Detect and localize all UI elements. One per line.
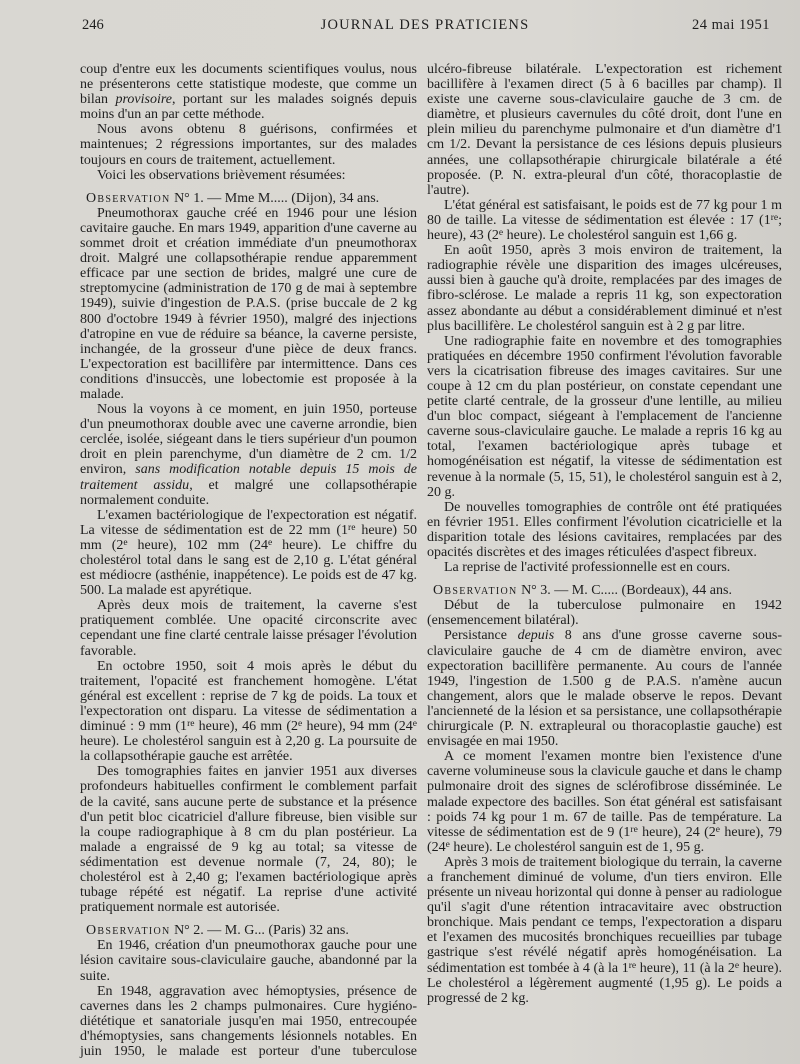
superscript: re [770,212,779,223]
text-run: heure). Le cholestérol sanguin est de 1, 95 g. [449,839,705,855]
paragraph [80,206,417,402]
text-run: En août 1950, après 3 mois environ de traitement, la radiographie révèle une disparition des images ulcéreuses, aussi bien à gauche qu'à droite, remplacées par des images de fibro-sclérose. Le malade a repris 11 kg, son expectoration assez abondante au début a considérablement diminué et n'est plus bacillifère. Le cholestérol sanguin est à 2 g par litre. [427,243,782,334]
superscript: re [187,719,195,730]
superscript: e [715,824,721,835]
paragraph [80,659,417,765]
text-run: heure), 24 (2 [637,824,716,840]
paragraph [427,243,782,334]
paragraph [427,62,782,198]
text-run: Après deux mois de traitement, la caverne s'est pratiquement comblée. Une opacité circonscrite avec cependant une fine clarté centrale laisse présager l'évolution favorable. [80,598,417,659]
text-run: ulcéro-fibreuse bilatérale. L'expectoration est richement bacillifère à l'examen direct (5 à 6 bacilles par champ). Il existe une caverne sous-claviculaire gauche de 3 cm. de diamètre, et plusieurs cavernules du côté droit, dont l'une en plein milieu du parenchyme pulmonaire et d'un diamètre d'1 cm 1/2. Devant la persistance de ces lésions depuis plusieurs années, une collapsothérapie chirurgicale bilatérale a été proposée. (P. N. extra-pleural d'un côté, thoracoplastie de l'autre). [427,62,782,198]
superscript: e [734,960,740,971]
superscript: e [498,228,504,239]
superscript: e [123,537,128,548]
text-run: 8 ans d'une grosse caverne sous-claviculaire gauche de 4 cm de diamètre environ, avec expectoration bacillifère permanente. Au cours de l'année 1949, l'ingestion de 1.500 g de P.A.S. n'amène aucun changement, alors que le malade observe le repos. Devant l'ancienneté de la lésion et sa persistance, une collapsothérapie chirurgicale (P. N. extrapleural ou thoracoplastie gauche) est envisagée en mai 1950. [427,628,783,750]
superscript: e [445,839,450,850]
text-run: De nouvelles tomographies de contrôle ont été pratiquées en février 1951. Elles confirment l'évolution cicatricielle et la disparition totale des lésions cavitaires, remplacées par des opacités discrètes et des images réticulées d'aspect fibreux. [427,499,782,560]
right-column [427,62,782,1006]
text-run: heure). Le cholestérol a légèrement augmenté (1,95 g). Le poids a progressé de 2 kg. [427,960,782,1006]
text-run: Début de la tuberculose pulmonaire en 1942 (ensemencement bilatéral). [427,598,782,629]
text-run: La reprise de l'activité professionnelle est en cours. [444,560,731,576]
paragraph [427,855,782,1006]
text-run: L'état général est satisfaisant, le poids est de 77 kg pour 1 m 80 de taille. La vitesse de sédimentation est élevée : 17 (1 [427,197,782,228]
paragraph [80,168,417,183]
superscript: e [268,537,273,548]
superscript: re [630,824,638,835]
text-run: heure). Le cholestérol sanguin est 1,66 g. [503,228,738,244]
text-run: heure). Le cholestérol sanguin est à 2,20 g. La poursuite de la collapsothérapie gauche est arrêtée. [80,734,417,765]
italic-text: provisoire [115,92,172,108]
italic-text: sans modification notable depuis 15 mois de traitement assidu [80,462,417,493]
superscript: e [412,719,417,730]
paragraph [427,598,782,628]
text-run: heure), 11 (à la 2 [636,960,735,976]
text-run: Persistance [444,628,518,644]
text-run: heure), 102 mm (24 [127,537,268,553]
small-caps-label: Observation [86,923,171,939]
page-number: 246 [82,17,104,33]
text-run: En 1946, création d'un pneumothorax gauche pour une lésion cavitaire sous-claviculaire gauche, abandonné par la suite. [80,938,417,984]
text-run: Pneumothorax gauche créé en 1946 pour une lésion cavitaire gauche. En mars 1949, apparition d'une caverne au sommet droit et création immédiate d'un pneumothorax droit. Malgré une collapsothérapie rendue apparemment efficace par une section de brides, malgré une cure de streptomycine (administration de 170 g de mai à septembre 1949), suivie d'ingestion de P.A.S. (prise buccale de 2 kg 800 d'octobre 1949 à février 1950), malgré des injections d'atropine en vue de réduire sa béance, la caverne persiste, inchangée, de la grosseur d'une pièce de deux francs. L'expectoration est bacillifère par intermittence. Dans ces conditions d'insuccès, une lobectomie est proposée à la malade. [80,205,417,402]
paragraph [427,749,782,855]
small-caps-label: Observation [433,583,518,599]
text-run: , portant sur les malades soignés depuis moins d'un an par cette méthode. [80,92,417,123]
issue-date: 24 mai 1951 [692,17,770,33]
observation-heading [427,583,782,598]
text-run: Après 3 mois de traitement biologique du terrain, la caverne a franchement diminué de volume, d'un tiers environ. Elle présente un niveau horizontal qui donne à penser au radiologue qu'il s'agit d'une rétention intracavitaire avec obstruction bronchique. Mais pendant ce temps, l'expectoration a disparu et l'examen des mucosités bronchiques recueillies par tubage gastrique s'est révélé négatif après homogénéisation. La sédimentation est tombée à 4 (à la 1 [427,854,782,976]
text-run: ; heure), 43 (2 [427,212,782,244]
observation-heading [80,191,417,206]
text-run: N° 2. — M. G... (Paris) 32 ans. [170,923,349,939]
text-run: N° 3. — M. C..... (Bordeaux), 44 ans. [517,583,732,599]
paragraph [427,198,782,243]
left-column [80,62,417,1059]
paragraph [80,508,417,599]
text-run: En octobre 1950, soit 4 mois après le début du traitement, l'opacité est franchement homogène. L'état général est excellent : reprise de 7 kg de poids. La toux et l'expectoration ont disparu. La vitesse de sédimentation a diminué : 9 mm (1 [80,658,417,735]
text-run: heure) 50 mm (2 [80,522,417,553]
text-run: heure), 46 mm (2 [194,719,298,735]
paragraph [80,598,417,658]
observation-heading [80,923,417,938]
text-run: Une radiographie faite en novembre et des tomographies pratiquées en décembre 1950 confirment l'évolution favorable vers la cicatrisation fibreuse des images cavitaires. Sur une coupe à 12 cm du plan postérieur, on constate cependant une petite clarté centrale, de la grosseur d'une lentille, au milieu d'un bloc compact, siégeant à l'emplacement de l'ancienne caverne sous-claviculaire gauche. Le malade a repris 16 kg au total, l'examen bactériologique après tubage et homogénéisation est négatif, la vitesse de sédimentation est revenue à la normale (5, 15, 51), le cholestérol sanguin est à 2, 20 g. [427,333,782,500]
text-run: heure), 79 (24 [427,824,782,855]
text-run: Nous avons obtenu 8 guérisons, confirmées et maintenues; 2 régressions importantes, sur des malades toujours en cours de traitement, actuellement. [80,122,417,168]
text-run: coup d'entre eux les documents scientifiques voulus, nous ne présenterons cette statistique modeste, que comme un bilan [80,62,417,108]
superscript: e [298,719,303,730]
text-run: Voici les observations brièvement résumées: [97,167,346,183]
text-run: N° 1. — Mme M..... (Dijon), 34 ans. [170,190,380,206]
paragraph [427,500,782,560]
paragraph [80,122,417,167]
text-run: heure). Le chiffre du cholestérol total dans le sang est de 2,10 g. L'état général est médiocre (asthénie, inappétence). Le poids est de 47 kg. 500. La malade est apyrétique. [80,537,417,599]
small-caps-label: Observation [86,190,171,206]
text-run: L'examen bactériologique de l'expectoration est négatif. La vitesse de sédimentation est de 22 mm (1 [80,507,417,538]
text-run: En 1948, aggravation avec hémoptysies, présence de cavernes dans les 2 champs pulmonaires. Cure hygiéno-diététique et sanatoriale jusqu'en mai 1950, entrecoupée d'hémoptysies, sans changements lésionnels notables. En juin 1950, le malade est porteur d'une tuberculose [80,983,417,1059]
paragraph [80,764,417,915]
paragraph [80,938,417,983]
superscript: re [348,522,356,533]
running-header [0,14,800,36]
text-run: , et malgré une collapsothérapie normalement conduite. [80,477,417,508]
italic-text: depuis [517,628,555,644]
text-run: Des tomographies faites en janvier 1951 aux diverses profondeurs habituelles confirment le comblement parfait de la cavité, sans aucune perte de substance et la présence d'un petit bloc cicatriciel d'allure fibreuse, bien visible sur la coupe radiographique à 8 cm du plan postérieur. La malade a engraissé de 9 kg au total; sa vitesse de sédimentation est devenue normale (7, 24, 80); le cholestérol est à 2,40 g; l'examen bactériologique après tubage répété est négatif. La reprise d'une activité pratiquement normale est autorisée. [80,764,417,916]
paragraph [80,984,417,1059]
text-run: heure), 94 mm (24 [302,719,413,735]
superscript: re [628,960,637,971]
paragraph [427,334,782,500]
text-run: Nous la voyons à ce moment, en juin 1950, porteuse d'un pneumothorax double avec une caverne arrondie, bien cerclée, isolée, siégeant dans le tiers supérieur d'un poumon droit en plein parenchyme, d'un diamètre de 2 cm. 1/2 environ, [80,402,417,478]
paragraph [427,628,782,749]
paragraph [427,560,782,575]
paragraph [80,402,417,508]
journal-title: JOURNAL DES PRATICIENS [320,17,530,33]
paragraph [80,62,417,122]
text-run: A ce moment l'examen montre bien l'existence d'une caverne volumineuse sous la clavicule gauche et dans le champ pulmonaire droit des signes de sclérofibrose disséminée. Le malade expectore des bacilles. Son état général est satisfaisant : poids 74 kg pour 1 m. 67 de taille. Pas de température. La vitesse de sédimentation est de 9 (1 [427,749,782,840]
